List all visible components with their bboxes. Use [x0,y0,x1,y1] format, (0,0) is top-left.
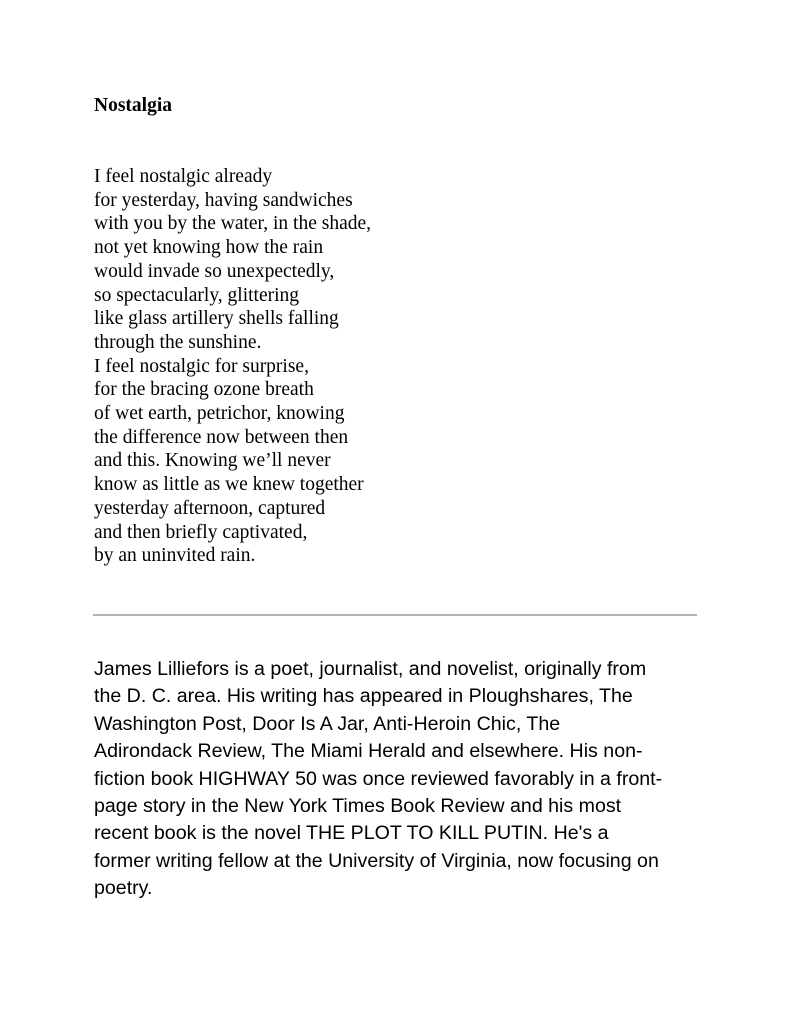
poem-line: by an uninvited rain. [94,545,256,567]
poem-line: and this. Knowing we’ll never [94,450,331,472]
bio-line: page story in the New York Times Book Review and his most [94,795,622,818]
poem-line: of wet earth, petrichor, knowing [94,403,345,425]
poem-line: not yet knowing how the rain [94,237,324,259]
section-divider [93,614,697,616]
poem-line: for the bracing ozone breath [94,379,314,401]
bio-line: the D. C. area. His writing has appeared in Ploughshares, The [94,685,633,708]
poem-line: and then briefly captivated, [94,521,308,543]
poem-line: for yesterday, having sandwiches [94,189,353,211]
poem-line: I feel nostalgic already [94,166,273,187]
poem-body [94,165,371,568]
bio-line: poetry. [94,877,153,900]
poem-line: so spectacularly, glittering [94,284,300,306]
poem-line: know as little as we knew together [94,474,364,496]
poem-line: yesterday afternoon, captured [94,497,326,519]
poem-line: would invade so unexpectedly, [94,260,335,282]
poem-line: with you by the water, in the shade, [94,213,372,235]
poem-line: like glass artillery shells falling [94,308,339,330]
bio-line: former writing fellow at the University of Virginia, now focusing on [94,849,659,872]
poem-line: through the sunshine. [94,331,262,353]
bio-line: Adirondack Review, The Miami Herald and elsewhere. His non- [94,740,643,763]
poem-title: Nostalgia [94,95,172,116]
bio-line: Washington Post, Door Is A Jar, Anti-Heroin Chic, The [94,712,561,735]
bio-line: recent book is the novel THE PLOT TO KILL PUTIN. He's a [94,822,609,845]
author-bio [94,656,704,903]
poem-line: the difference now between then [94,426,349,448]
poem-line: I feel nostalgic for surprise, [94,355,309,377]
bio-line: fiction book HIGHWAY 50 was once reviewed favorably in a front- [94,767,663,790]
bio-line: James Lilliefors is a poet, journalist, and novelist, originally from [94,658,647,680]
